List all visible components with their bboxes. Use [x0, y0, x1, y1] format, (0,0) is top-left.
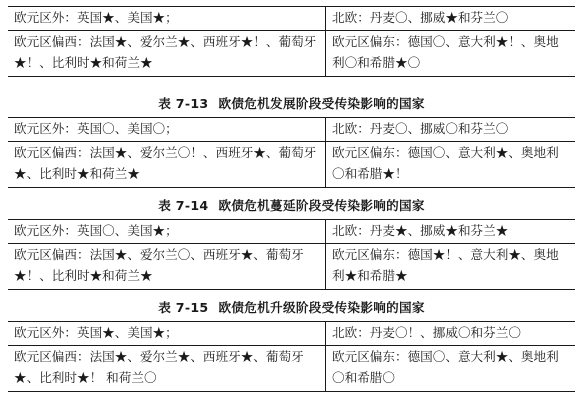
cell-text: 〇和希腊〇 — [332, 370, 395, 385]
cell-text: 欧元区偏东：德国〇、意大利★！、奥地 — [332, 34, 559, 49]
country-table-3 — [8, 219, 575, 290]
table-caption — [0, 198, 583, 214]
caption-number: 表 7-14 — [158, 198, 209, 213]
caption-number: 表 7-13 — [158, 96, 209, 111]
cell-text: 欧元区外：英国★、美国★； — [14, 10, 178, 25]
table-cell-outside-eurozone — [8, 7, 326, 31]
caption-title: 欧债危机发展阶段受传染影响的国家 — [218, 96, 425, 111]
country-table-1 — [8, 6, 575, 77]
table-row — [8, 7, 575, 31]
table-cell-eurozone-east — [326, 346, 576, 392]
caption-number: 表 7-15 — [158, 300, 209, 315]
table-cell-eurozone-west — [8, 244, 326, 290]
cell-text: 欧元区偏东：德国〇、意大利★、奥地利 — [332, 349, 559, 364]
cell-text: 欧元区外：英国★、美国★； — [14, 325, 178, 340]
table-cell-nordic — [326, 322, 576, 346]
cell-text: 欧元区偏西：法国★、爱尔兰〇！、西班牙★、葡萄牙 — [14, 145, 317, 160]
cell-text: 欧元区外：英国〇、美国〇； — [14, 121, 178, 136]
cell-text: 北欧：丹麦〇、挪威〇和芬兰〇 — [332, 121, 509, 136]
cell-text: ★、比利时★！ 和荷兰〇 — [14, 370, 157, 385]
cell-text: 欧元区偏东：德国★！、意大利★、奥地 — [332, 247, 559, 262]
table-row — [8, 244, 575, 290]
country-table-4 — [8, 321, 575, 392]
table-cell-eurozone-east — [326, 244, 576, 290]
cell-text: 北欧：丹麦〇、挪威★和芬兰〇 — [332, 10, 509, 25]
cell-text: 北欧：丹麦〇！、挪威〇和芬兰〇 — [332, 325, 521, 340]
cell-text: 北欧：丹麦★、挪威★和芬兰★ — [332, 223, 509, 238]
cell-text: 欧元区偏西：法国★、爱尔兰★、西班牙★、葡萄牙 — [14, 349, 304, 364]
table-cell-outside-eurozone — [8, 220, 326, 244]
table-cell-eurozone-west — [8, 346, 326, 392]
cell-text: 欧元区偏西：法国★、爱尔兰〇、西班牙★、葡萄牙 — [14, 247, 304, 262]
caption-title: 欧债危机蔓延阶段受传染影响的国家 — [218, 198, 425, 213]
table-cell-nordic — [326, 7, 576, 31]
cell-text: 欧元区偏西：法国★、爱尔兰★、西班牙★！、葡萄牙 — [14, 34, 317, 49]
table-caption — [0, 96, 583, 112]
table-cell-eurozone-west — [8, 142, 326, 188]
table-row — [8, 31, 575, 77]
cell-text: 〇和希腊★！ — [332, 166, 408, 181]
cell-text: ★！、比利时★和荷兰★ — [14, 268, 153, 283]
table-cell-outside-eurozone — [8, 118, 326, 142]
table-cell-nordic — [326, 118, 576, 142]
table-row — [8, 322, 575, 346]
table-cell-nordic — [326, 220, 576, 244]
table-caption — [0, 300, 583, 316]
table-cell-eurozone-east — [326, 31, 576, 77]
table-row — [8, 346, 575, 392]
country-table-2 — [8, 117, 575, 188]
cell-text: 欧元区偏东：德国〇、意大利★、奥地利 — [332, 145, 559, 160]
cell-text: 利★和希腊★ — [332, 268, 408, 283]
table-row — [8, 220, 575, 244]
table-row — [8, 118, 575, 142]
table-cell-eurozone-west — [8, 31, 326, 77]
table-cell-eurozone-east — [326, 142, 576, 188]
table-row — [8, 142, 575, 188]
table-cell-outside-eurozone — [8, 322, 326, 346]
cell-text: 欧元区外：英国〇、美国★； — [14, 223, 178, 238]
caption-title: 欧债危机升级阶段受传染影响的国家 — [218, 300, 425, 315]
cell-text: 利〇和希腊★〇 — [332, 55, 421, 70]
cell-text: ★！、比利时★和荷兰★ — [14, 55, 153, 70]
cell-text: ★、比利时★和荷兰★ — [14, 166, 140, 181]
